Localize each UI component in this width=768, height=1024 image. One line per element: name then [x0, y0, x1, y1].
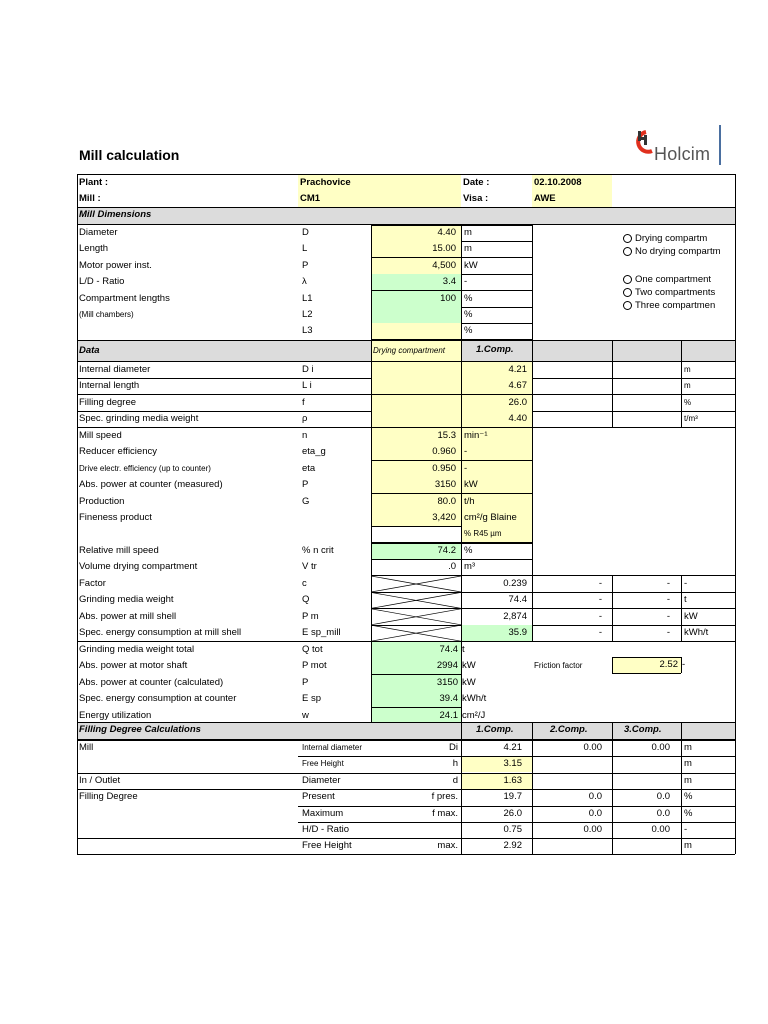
comp2-value: 0.0	[588, 807, 602, 819]
drying-compartment-header: Drying compartment	[373, 346, 446, 355]
data-symbol: eta	[302, 462, 316, 474]
grid-line	[532, 361, 533, 427]
data-label: Energy utilization	[79, 709, 152, 721]
radio-label: Drying compartm	[635, 233, 708, 244]
data-label: Internal diameter	[79, 364, 151, 375]
drying-value-field	[371, 362, 461, 378]
grid-line	[612, 673, 681, 674]
data-symbol: c	[302, 578, 307, 589]
grid-line	[371, 543, 532, 544]
data-unit: -	[684, 578, 688, 589]
radio-label: Two compartments	[635, 287, 716, 298]
grid-line	[612, 340, 613, 361]
comp3-value: 0.00	[651, 824, 670, 835]
grid-line	[77, 641, 532, 642]
filling-group-label: Mill	[79, 742, 94, 753]
section-title: Filling Degree Calculations	[79, 724, 201, 735]
section-title: Data	[79, 345, 100, 356]
holcim-logo-icon	[632, 129, 654, 159]
dim-symbol: L	[302, 243, 308, 255]
data-symbol: P m	[302, 610, 319, 622]
filling-label: Present	[302, 791, 335, 803]
data-value: 39.4	[439, 693, 458, 705]
drying-value-field	[371, 395, 461, 411]
drying-value-field	[371, 378, 461, 394]
compartment-option-radio[interactable]	[623, 286, 731, 300]
data-symbol: f	[302, 396, 305, 408]
grid-line	[77, 207, 735, 208]
dim-label: Compartment lengths	[79, 292, 170, 304]
data-symbol: E sp_mill	[302, 627, 341, 639]
grid-line	[612, 722, 613, 854]
data-label: Grinding media weight total	[79, 644, 195, 655]
grid-line	[681, 657, 682, 673]
data-unit: kW	[684, 610, 698, 622]
data-symbol: w	[302, 709, 309, 721]
filling-unit: m	[684, 840, 692, 852]
comp2-value: -	[598, 610, 602, 622]
dim-unit: %	[464, 309, 473, 320]
visa-label: Visa :	[463, 193, 489, 204]
data-label: Abs. power at counter (calculated)	[79, 676, 224, 688]
dim-label: Length	[79, 243, 109, 255]
data-label: Reducer efficiency	[79, 446, 157, 458]
data-value: 0.239	[503, 578, 527, 589]
filling-label: Maximum	[302, 807, 344, 819]
grid-line	[681, 340, 682, 361]
data-value: 26.0	[508, 396, 527, 408]
data-symbol: Q	[302, 594, 310, 606]
data-label: Drive electr. efficiency (up to counter)	[79, 463, 211, 473]
data-value: 35.9	[508, 627, 527, 639]
comp3-value: -	[666, 578, 670, 589]
filling-unit: %	[684, 791, 693, 803]
data-symbol: L i	[302, 380, 312, 392]
filling-label: Diameter	[302, 774, 341, 786]
grid-line	[77, 340, 78, 723]
data-symbol: Q tot	[302, 644, 323, 655]
data-value: 3,420	[432, 512, 456, 523]
data-unit: -	[464, 462, 468, 474]
dim-value: 4,500	[432, 259, 456, 271]
filling-label: Free Height	[302, 759, 344, 769]
data-value: 24.1	[439, 709, 458, 721]
plant-label: Plant :	[79, 177, 109, 188]
grid-line	[612, 657, 681, 658]
mill-label: Mill :	[79, 193, 101, 204]
dim-symbol: L3	[302, 325, 313, 337]
plant-value: Prachovice	[300, 177, 351, 188]
data-value: 74.4	[439, 644, 458, 655]
data-label: Grinding media weight	[79, 594, 174, 606]
dim-value-field	[371, 307, 461, 323]
dim-label: (Mill chambers)	[79, 310, 134, 319]
dim-unit: m	[464, 227, 472, 238]
data-value: 3150	[434, 479, 456, 491]
grid-line	[612, 361, 613, 427]
grid-line	[371, 543, 372, 576]
data-label: Spec. grinding media weight	[79, 413, 199, 425]
filling-group-label: Filling Degree	[79, 791, 138, 803]
data-label: Relative mill speed	[79, 545, 159, 556]
dim-value: 100	[440, 292, 456, 304]
data-unit: min⁻¹	[464, 430, 488, 441]
date-label: Date :	[463, 177, 490, 188]
data-value: 2994	[436, 660, 458, 672]
grid-line	[735, 174, 736, 207]
comp3-value: 0.0	[656, 791, 670, 803]
radio-icon[interactable]	[623, 301, 632, 310]
filling-symbol: Di	[449, 742, 458, 753]
grid-line	[371, 361, 372, 427]
data-unit: %	[684, 397, 692, 407]
comp1-header: 1.Comp.	[476, 724, 514, 735]
data-label: Spec. energy consumption at counter	[79, 693, 237, 705]
data-symbol: n	[302, 430, 308, 441]
dim-value: 3.4	[442, 276, 456, 288]
dim-label: Diameter	[79, 227, 118, 238]
holcim-logo	[632, 125, 724, 170]
filling-symbol: f pres.	[431, 791, 458, 803]
data-symbol: eta_g	[302, 446, 326, 458]
data-label: Filling degree	[79, 396, 137, 408]
dim-value: 15.00	[432, 243, 456, 255]
grid-line	[612, 575, 613, 642]
radio-label: One compartment	[635, 274, 712, 285]
dim-unit: kW	[464, 259, 478, 271]
grid-line	[532, 340, 533, 361]
logo-text: Holcim	[654, 144, 711, 164]
grid-line	[461, 428, 462, 543]
data-label: Abs. power at counter (measured)	[79, 479, 223, 491]
data-unit: -	[464, 446, 468, 458]
radio-icon[interactable]	[623, 288, 632, 297]
grid-line	[681, 722, 682, 854]
page-title: Mill calculation	[79, 147, 180, 163]
data-unit: % R45 µm	[464, 529, 502, 539]
grid-line	[371, 428, 372, 543]
grid-line	[532, 575, 533, 642]
grid-line	[461, 361, 462, 427]
data-value: 74.4	[508, 594, 527, 606]
grid-line	[735, 207, 736, 340]
dim-value-field	[371, 323, 461, 339]
filling-group-label: In / Outlet	[79, 774, 121, 786]
data-label: Internal length	[79, 380, 140, 392]
dim-label: Motor power inst.	[79, 259, 152, 271]
data-value: 15.3	[437, 430, 456, 441]
filling-symbol: f max.	[432, 807, 458, 819]
grid-line	[77, 854, 735, 855]
comp3-header: 3.Comp.	[624, 724, 662, 735]
grid-line	[461, 340, 462, 361]
data-label: Mill speed	[79, 430, 122, 441]
filling-unit: -	[684, 824, 688, 835]
comp1-value: 0.75	[503, 824, 522, 835]
friction-unit: -	[682, 659, 686, 670]
comp2-header: 2.Comp.	[550, 724, 588, 735]
dim-unit: m	[464, 243, 472, 255]
data-unit: kW	[464, 479, 478, 491]
filling-symbol: h	[452, 758, 458, 770]
data-value: 3150	[436, 676, 458, 688]
grid-line	[532, 722, 533, 854]
data-unit-field	[461, 444, 532, 460]
dim-unit: %	[464, 292, 473, 304]
dim-symbol: λ	[302, 276, 307, 288]
data-unit: m³	[464, 561, 476, 573]
grid-line	[371, 225, 372, 340]
comp2-value: -	[598, 627, 602, 639]
data-label: Abs. power at motor shaft	[79, 660, 188, 672]
comp2-value: 0.0	[588, 791, 602, 803]
grid-line	[77, 722, 78, 854]
comp2-value: -	[598, 578, 602, 589]
radio-icon[interactable]	[623, 275, 632, 284]
data-unit: m	[684, 381, 691, 391]
comp3-value: 0.0	[656, 807, 670, 819]
data-unit: t/m³	[684, 414, 698, 424]
drying-option-radio[interactable]	[623, 232, 731, 246]
data-value: 74.2	[437, 545, 456, 556]
filling-label: Internal diameter	[302, 743, 363, 752]
dim-value: 4.40	[437, 227, 456, 238]
filling-symbol: max.	[437, 840, 458, 852]
visa-value: AWE	[534, 193, 556, 204]
data-value: 0.950	[432, 462, 456, 474]
data-value: 2,874	[503, 610, 527, 622]
data-unit: kW	[462, 660, 476, 672]
data-value: 80.0	[437, 495, 456, 507]
comp1-value: 4.21	[503, 742, 522, 753]
grid-line	[681, 361, 682, 427]
data-label: Fineness product	[79, 512, 152, 523]
radio-icon[interactable]	[623, 247, 632, 256]
data-label: Abs. power at mill shell	[79, 610, 177, 622]
data-symbol: P	[302, 479, 309, 491]
filling-label: H/D - Ratio	[302, 824, 349, 835]
grid-line	[77, 174, 735, 175]
comp1-value: 1.63	[503, 774, 522, 786]
grid-line	[532, 428, 533, 543]
data-unit: kWh/t	[462, 693, 487, 705]
radio-icon[interactable]	[623, 234, 632, 243]
grid-line	[371, 641, 372, 723]
compartment-option-radio[interactable]	[623, 273, 731, 287]
grid-line	[461, 225, 462, 340]
data-symbol: G	[302, 495, 310, 507]
data-symbol: P mot	[302, 660, 327, 672]
dim-unit: %	[464, 325, 473, 337]
comp3-value: -	[666, 594, 670, 606]
data-label: Factor	[79, 578, 106, 589]
data-value: 4.40	[508, 413, 527, 425]
grid-line	[681, 575, 682, 642]
section-title: Mill Dimensions	[79, 209, 152, 220]
data-unit: t/h	[464, 495, 475, 507]
grid-line	[371, 225, 532, 226]
data-unit: t	[684, 594, 687, 606]
data-symbol: ρ	[302, 413, 308, 425]
filling-unit: m	[684, 774, 692, 786]
comp1-value: 3.15	[503, 758, 522, 770]
data-label: Production	[79, 495, 125, 507]
radio-label: No drying compartm	[635, 246, 721, 257]
drying-option-radio[interactable]	[623, 245, 731, 259]
grid-line	[532, 543, 533, 576]
dim-label: L/D - Ratio	[79, 276, 125, 288]
grid-line	[735, 722, 736, 854]
data-label: Volume drying compartment	[79, 561, 198, 573]
data-unit: cm²/J	[462, 709, 486, 721]
data-symbol: E sp	[302, 693, 322, 705]
data-label: Spec. energy consumption at mill shell	[79, 627, 242, 639]
data-value: .0	[448, 561, 456, 573]
drying-value-field	[371, 411, 461, 427]
comp3-value: -	[666, 610, 670, 622]
grid-line	[461, 641, 462, 723]
grid-line	[371, 575, 372, 642]
comp2-value: 0.00	[583, 742, 602, 753]
data-symbol: V tr	[302, 561, 317, 573]
data-unit: kWh/t	[684, 627, 709, 639]
grid-line	[461, 575, 462, 642]
comp3-value: -	[666, 627, 670, 639]
grid-line	[735, 340, 736, 723]
comp1-value: 2.92	[503, 840, 522, 852]
dim-unit: -	[464, 276, 468, 288]
grid-line	[77, 207, 78, 340]
filling-unit: %	[684, 807, 693, 819]
comp1-value: 26.0	[503, 807, 522, 819]
data-value: 0.960	[432, 446, 456, 458]
filling-unit: m	[684, 758, 692, 770]
grid-line	[532, 225, 533, 340]
grid-line	[77, 174, 78, 207]
dim-symbol: L1	[302, 292, 313, 304]
radio-label: Three compartmen	[635, 300, 716, 311]
dim-symbol: D	[302, 227, 309, 238]
data-unit: kW	[462, 676, 476, 688]
grid-line	[461, 543, 462, 576]
data-unit-field	[461, 461, 532, 477]
compartment-option-radio[interactable]	[623, 299, 731, 313]
comp1-value: 19.7	[503, 791, 522, 803]
comp1-header: 1.Comp.	[476, 344, 514, 355]
filling-label: Free Height	[302, 840, 352, 852]
friction-label: Friction factor	[534, 661, 583, 670]
friction-value: 2.52	[659, 659, 678, 670]
comp2-value: 0.00	[583, 824, 602, 835]
section-header	[77, 207, 735, 224]
data-symbol: D i	[302, 364, 314, 375]
data-value: 4.67	[508, 380, 527, 392]
data-value: 4.21	[508, 364, 527, 375]
grid-line	[612, 657, 613, 673]
comp3-value: 0.00	[651, 742, 670, 753]
comp2-value: -	[598, 594, 602, 606]
mill-value: CM1	[300, 193, 321, 204]
filling-symbol: d	[452, 774, 458, 786]
data-unit: t	[462, 644, 465, 655]
dim-symbol: P	[302, 259, 309, 271]
data-unit: cm²/g Blaine	[464, 512, 517, 523]
grid-line	[371, 340, 372, 361]
dim-symbol: L2	[302, 309, 313, 320]
data-symbol: P	[302, 676, 309, 688]
date-value: 02.10.2008	[534, 177, 582, 188]
not-applicable-cross	[371, 576, 461, 642]
data-symbol: % n crit	[302, 545, 334, 556]
grid-line	[461, 722, 462, 854]
data-unit: m	[684, 365, 691, 374]
filling-unit: m	[684, 742, 692, 753]
logo-divider	[719, 125, 721, 165]
data-unit: %	[464, 545, 473, 556]
